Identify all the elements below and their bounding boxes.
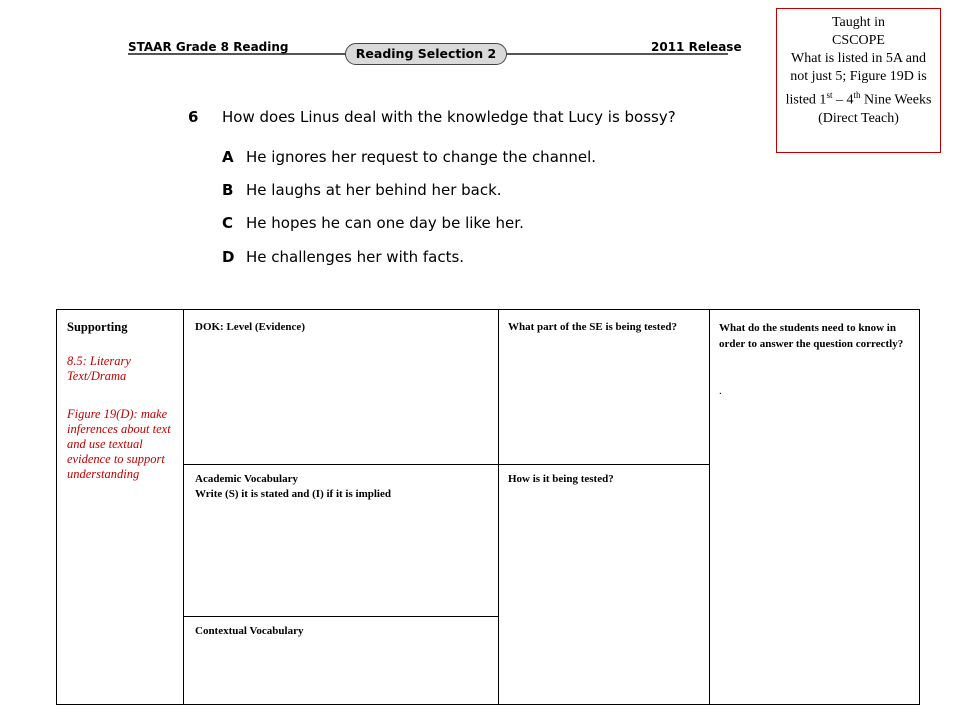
analysis-table bbox=[56, 309, 920, 705]
contextual-vocab-label: Contextual Vocabulary bbox=[195, 625, 304, 637]
row-divider bbox=[183, 616, 498, 617]
figure-text: Figure 19(D): make inferences about text and use textual evidence to support understanding bbox=[67, 407, 171, 481]
academic-vocab-note: Write (S) it is stated and (I) if it is implied bbox=[195, 488, 391, 500]
note-line-cscope: CSCOPE bbox=[832, 33, 885, 48]
standard-text: 8.5: Literary Text/Drama bbox=[67, 354, 131, 383]
col-divider bbox=[183, 310, 184, 704]
students-need-label: What do the students need to know in order to answer the question correctly? bbox=[719, 322, 904, 350]
note-line-taught: Taught in bbox=[831, 15, 886, 30]
selection-pill: Reading Selection 2 bbox=[345, 43, 507, 65]
option-text: He laughs at her behind her back. bbox=[246, 181, 502, 199]
option-letter: D bbox=[222, 248, 235, 266]
question-text: How does Linus deal with the knowledge that Lucy is bossy? bbox=[222, 108, 676, 126]
students-need-dot: . bbox=[719, 385, 722, 397]
option-letter: B bbox=[222, 181, 234, 199]
note-detail-text: What is listed in 5A and not just 5; Figure 19D is listed 1 bbox=[785, 51, 927, 108]
dok-label: DOK: Level (Evidence) bbox=[195, 321, 305, 333]
option-a[interactable] bbox=[222, 148, 596, 166]
option-text: He challenges her with facts. bbox=[246, 248, 465, 266]
how-tested-label: How is it being tested? bbox=[508, 473, 614, 485]
supporting-label: Supporting bbox=[67, 320, 128, 334]
row-divider bbox=[183, 464, 709, 465]
note-detail bbox=[781, 50, 936, 128]
test-title: STAAR Grade 8 Reading bbox=[128, 40, 289, 54]
col-divider bbox=[498, 310, 499, 704]
option-letter: A bbox=[222, 148, 234, 166]
option-c[interactable] bbox=[222, 214, 524, 232]
option-text: He hopes he can one day be like her. bbox=[246, 214, 524, 232]
release-label: 2011 Release bbox=[651, 40, 742, 54]
option-b[interactable] bbox=[222, 181, 502, 199]
col-divider bbox=[709, 310, 710, 704]
note-sup-th: th bbox=[853, 90, 861, 100]
academic-vocab-label: Academic Vocabulary bbox=[195, 473, 298, 485]
se-part-label: What part of the SE is being tested? bbox=[508, 321, 677, 333]
option-letter: C bbox=[222, 214, 234, 232]
option-d[interactable] bbox=[222, 248, 464, 266]
cscope-note-box bbox=[776, 8, 941, 153]
option-text: He ignores her request to change the channel. bbox=[246, 148, 597, 166]
question-number: 6 bbox=[188, 108, 199, 126]
note-dash: – 4 bbox=[832, 92, 854, 108]
note-weeks: Nine Weeks (Direct Teach) bbox=[818, 92, 932, 126]
note-sup-st: st bbox=[826, 90, 833, 100]
